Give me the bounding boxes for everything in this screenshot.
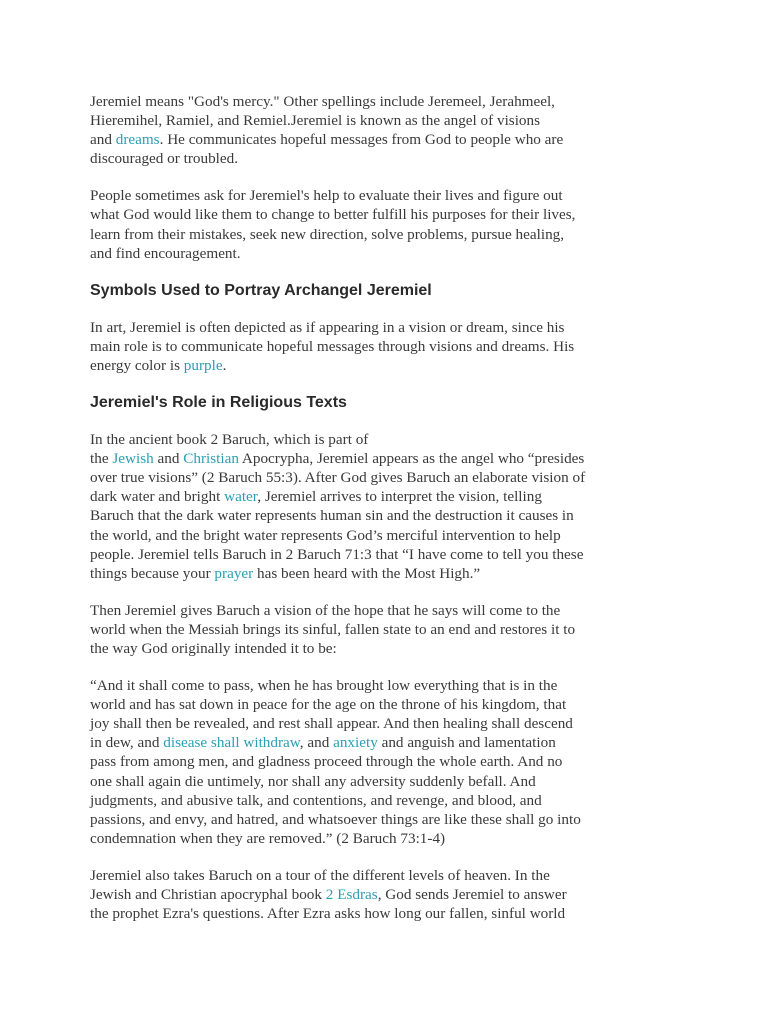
text-segment: , and bbox=[299, 734, 334, 752]
text-line bbox=[90, 733, 680, 752]
text-line: Jeremiel also takes Baruch on a tour of the different levels of heaven. In the bbox=[90, 866, 550, 884]
text-line: the prophet Ezra's questions. After Ezra asks how long our fallen, sinful world bbox=[90, 905, 566, 923]
text-line: “And it shall come to pass, when he has brought low everything that is in the bbox=[90, 677, 558, 695]
text-segment: . He communicates hopeful messages from God to people who are bbox=[159, 131, 564, 149]
text-line: the world, and the bright water represents God’s merciful intervention to help bbox=[90, 526, 561, 544]
text-line: passions, and envy, and hatred, and whatsoever things are like these shall go into bbox=[90, 810, 581, 828]
paragraph-quote bbox=[90, 676, 680, 848]
text-line bbox=[90, 449, 680, 468]
link-christian[interactable]: Christian bbox=[183, 450, 239, 468]
text-line: judgments, and abusive talk, and contentions, and revenge, and blood, and bbox=[90, 791, 542, 809]
text-segment: energy color is bbox=[90, 356, 184, 374]
link-purple[interactable]: purple bbox=[183, 356, 223, 374]
paragraph-help bbox=[90, 186, 680, 262]
text-segment: dark water and bright bbox=[90, 488, 225, 506]
text-line: Baruch that the dark water represents human sin and the destruction it causes in bbox=[90, 507, 574, 525]
paragraph-baruch bbox=[90, 430, 680, 583]
text-line: discouraged or troubled. bbox=[90, 150, 239, 168]
text-line: and find encouragement. bbox=[90, 244, 241, 262]
text-line: condemnation when they are removed.” (2 Baruch 73:1-4) bbox=[90, 829, 446, 847]
text-segment: and bbox=[153, 450, 184, 468]
link-water[interactable]: water bbox=[224, 488, 258, 506]
paragraph-messiah bbox=[90, 601, 680, 658]
text-line: people. Jeremiel tells Baruch in 2 Baruch 71:3 that “I have come to tell you these bbox=[90, 545, 584, 563]
text-line bbox=[90, 130, 680, 149]
text-line: In the ancient book 2 Baruch, which is part of bbox=[90, 431, 369, 449]
text-line: Jeremiel means "God's mercy." Other spellings include Jeremeel, Jerahmeel, bbox=[90, 93, 555, 110]
text-segment: in dew, and bbox=[90, 734, 164, 752]
text-segment: and anguish and lamentation bbox=[377, 734, 556, 752]
paragraph-heaven-tour bbox=[90, 866, 680, 923]
text-line: world when the Messiah brings its sinful, fallen state to an end and restores it to bbox=[90, 620, 576, 638]
text-line: over true visions” (2 Baruch 55:3). After God gives Baruch an elaborate vision of bbox=[90, 469, 586, 487]
heading-religious-texts: Jeremiel's Role in Religious Texts bbox=[90, 394, 347, 412]
text-line bbox=[90, 564, 680, 583]
link-dreams[interactable]: dreams bbox=[115, 131, 160, 149]
link-2-esdras[interactable]: 2 Esdras bbox=[325, 886, 378, 903]
text-segment: the bbox=[90, 450, 113, 468]
text-segment: , Jeremiel arrives to interpret the vision, telling bbox=[257, 488, 542, 506]
link-disease-shall-withdraw[interactable]: disease shall withdraw bbox=[163, 734, 300, 752]
text-line bbox=[90, 885, 680, 904]
text-segment: things because your bbox=[90, 564, 215, 582]
text-line: In art, Jeremiel is often depicted as if appearing in a vision or dream, since his bbox=[90, 318, 565, 336]
text-line: main role is to communicate hopeful messages through visions and dreams. His bbox=[90, 337, 575, 355]
text-line bbox=[90, 356, 680, 375]
heading-symbols: Symbols Used to Portray Archangel Jeremiel bbox=[90, 281, 432, 299]
text-line: pass from among men, and gladness proceed through the whole earth. And no bbox=[90, 753, 563, 771]
text-line: Hieremihel, Ramiel, and Remiel.Jeremiel is known as the angel of visions bbox=[90, 112, 541, 130]
paragraph-meaning bbox=[90, 92, 680, 168]
link-prayer[interactable]: prayer bbox=[214, 564, 254, 582]
text-segment: . bbox=[222, 356, 227, 374]
text-line: People sometimes ask for Jeremiel's help to evaluate their lives and figure out bbox=[90, 187, 563, 205]
text-segment: , God sends Jeremiel to answer bbox=[377, 886, 567, 903]
text-line: joy shall then be revealed, and rest shall appear. And then healing shall descend bbox=[90, 715, 573, 733]
link-anxiety[interactable]: anxiety bbox=[333, 734, 378, 752]
article-body bbox=[90, 92, 680, 941]
text-segment: Apocrypha, Jeremiel appears as the angel who “presides bbox=[238, 450, 585, 468]
text-line bbox=[90, 487, 680, 506]
text-segment: has been heard with the Most High.” bbox=[253, 564, 481, 582]
text-segment: and bbox=[90, 131, 116, 149]
text-line: Then Jeremiel gives Baruch a vision of the hope that he says will come to the bbox=[90, 601, 561, 619]
text-line: what God would like them to change to better fulfill his purposes for their lives, bbox=[90, 206, 576, 224]
text-segment: Jewish and Christian apocryphal book bbox=[90, 886, 326, 903]
text-line: the way God originally intended it to be: bbox=[90, 639, 337, 657]
text-line: one shall again die untimely, nor shall any adversity suddenly befall. And bbox=[90, 772, 536, 790]
paragraph-art bbox=[90, 318, 680, 375]
link-jewish[interactable]: Jewish bbox=[112, 450, 154, 468]
text-line: learn from their mistakes, seek new direction, solve problems, pursue healing, bbox=[90, 225, 565, 243]
text-line: world and has sat down in peace for the age on the throne of his kingdom, that bbox=[90, 696, 567, 714]
